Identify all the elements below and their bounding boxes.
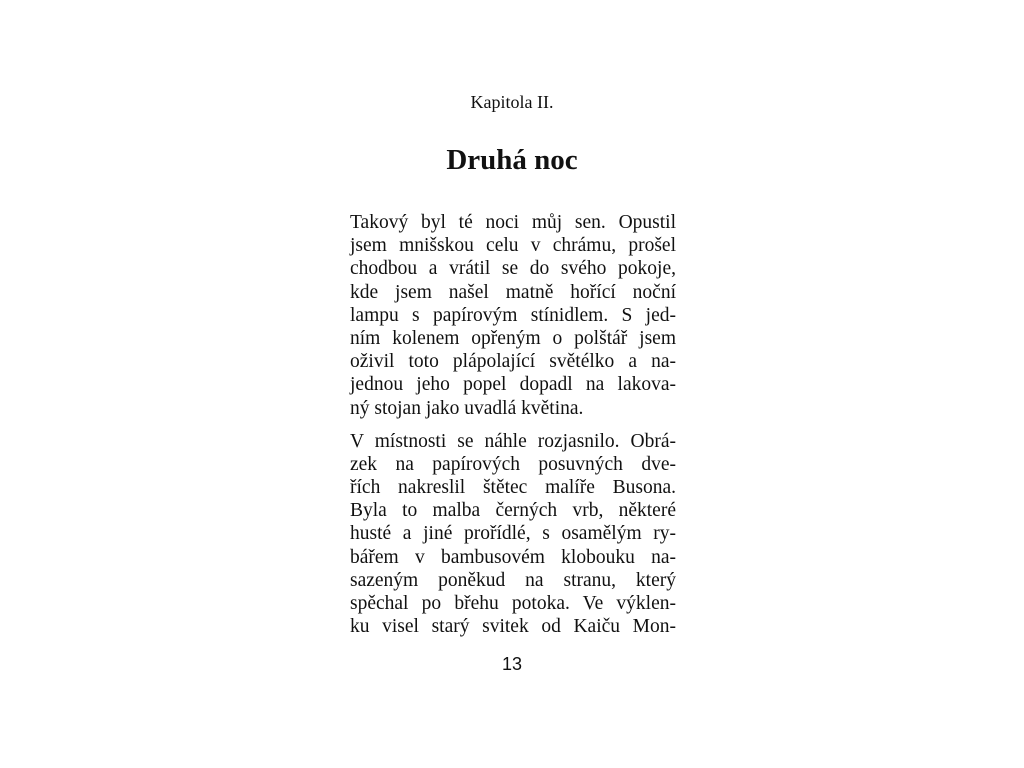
text-line: sazeným poněkud na stranu, který <box>350 569 676 591</box>
text-line: lampu s papírovým stínidlem. S jed- <box>350 304 676 326</box>
text-line: ním kolenem opřeným o polštář jsem <box>350 327 676 349</box>
text-line: kde jsem našel matně hořící noční <box>350 281 676 303</box>
chapter-title: Druhá noc <box>446 144 578 176</box>
text-line: spěchal po břehu potoka. Ve výklen- <box>350 593 676 614</box>
text-line: V místnosti se náhle rozjasnilo. Obrá- <box>350 430 676 452</box>
text-line: Byla to malba černých vrb, některé <box>350 500 676 522</box>
text-line: jednou jeho popel dopadl na lakova- <box>350 374 676 396</box>
text-line: jsem mnišskou celu v chrámu, prošel <box>350 235 676 257</box>
paragraph-1 <box>350 211 676 420</box>
page-number: 13 <box>501 654 523 674</box>
text-line: chodbou a vrátil se do svého pokoje, <box>350 258 676 280</box>
text-line: ku visel starý svitek od Kaiču Mon- <box>350 616 676 638</box>
text-line: husté a jiné prořídlé, s osamělým ry- <box>350 523 676 545</box>
text-line: zek na papírových posuvných dve- <box>350 453 676 475</box>
text-line: řích nakreslil štětec malíře Busona. <box>350 477 676 499</box>
text-line: oživil toto plápolající světélko a na- <box>350 351 676 373</box>
paragraph-2 <box>350 430 676 639</box>
body-text <box>350 211 676 638</box>
text-line: bářem v bambusovém klobouku na- <box>350 546 676 568</box>
paragraph-gap <box>350 420 676 430</box>
text-line: ný stojan jako uvadlá květina. <box>350 397 584 419</box>
text-line: Takový byl té noci můj sen. Opustil <box>350 212 676 233</box>
chapter-label: Kapitola II. <box>470 92 554 112</box>
